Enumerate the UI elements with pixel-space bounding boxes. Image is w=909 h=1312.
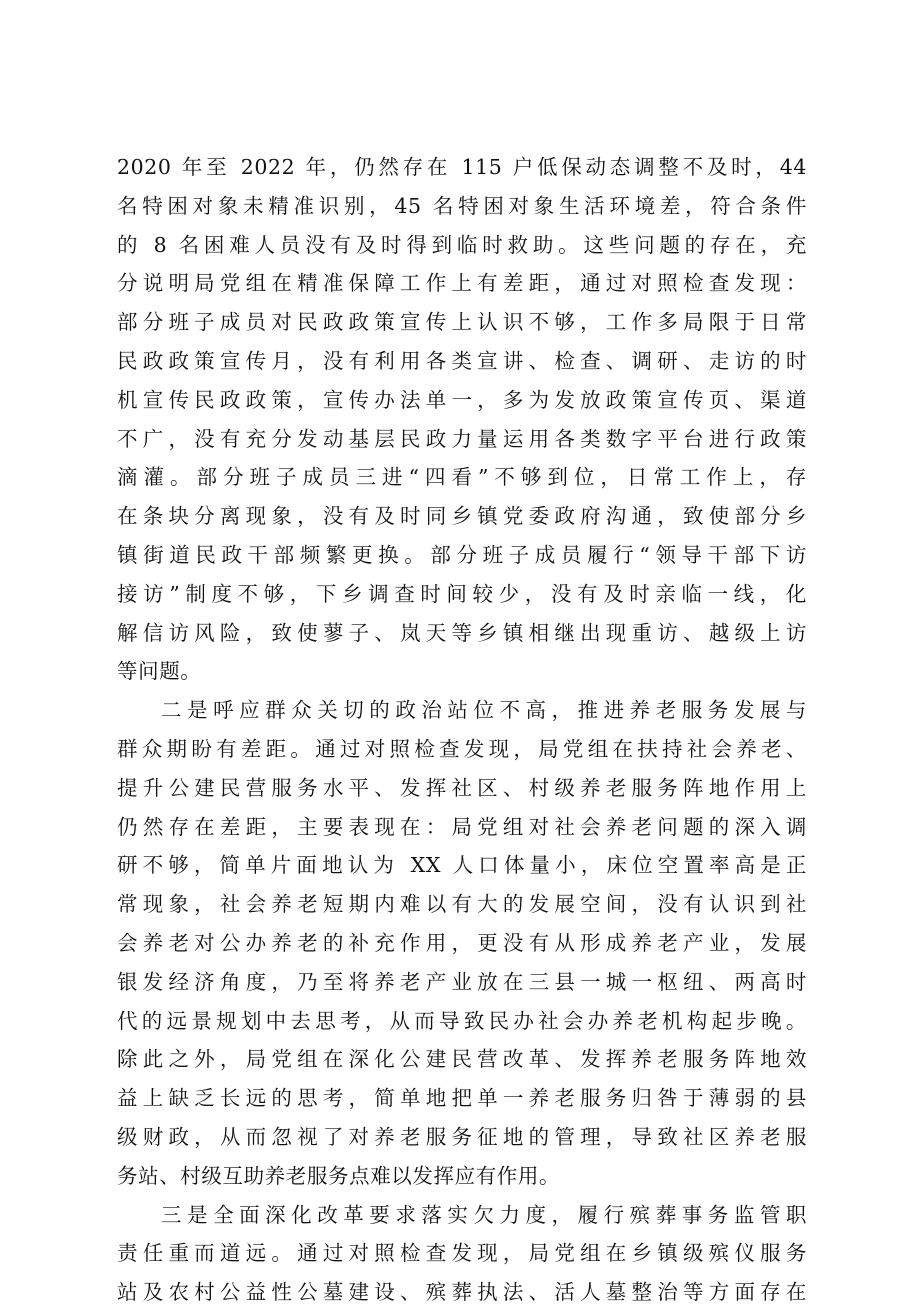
text-line: 滴灌。部分班子成员三进“四看”不够到位，日常工作上，存 bbox=[117, 465, 807, 490]
paragraph-1 bbox=[117, 148, 807, 691]
text-line: 民政政策宣传月，没有利用各类宣讲、检查、调研、走访的时 bbox=[117, 348, 807, 373]
text-line: 责任重而道远。通过对照检查发现，局党组在乡镇级殡仪服务 bbox=[117, 1241, 807, 1266]
text-line: 三是全面深化改革要求落实欠力度，履行殡葬事务监管职 bbox=[161, 1202, 807, 1227]
text-line: 常现象，社会养老短期内难以有大的发展空间，没有认识到社 bbox=[117, 892, 807, 917]
text-line: 在条块分离现象，没有及时同乡镇党委政府沟通，致使部分乡 bbox=[117, 504, 807, 529]
text-line: 级财政，从而忽视了对养老服务征地的管理，导致社区养老服 bbox=[117, 1124, 807, 1149]
text-line: 解信访风险，致使蓼子、岚天等乡镇相继出现重访、越级上访 bbox=[117, 620, 807, 645]
text-line: 接访”制度不够，下乡调查时间较少，没有及时亲临一线，化 bbox=[117, 581, 807, 606]
paragraph-3 bbox=[117, 1196, 807, 1312]
body-text bbox=[117, 148, 807, 1312]
text-line: 务站、村级互助养老服务点难以发挥应有作用。 bbox=[117, 1163, 561, 1188]
text-line: 不广，没有充分发动基层民政力量运用各类数字平台进行政策 bbox=[117, 426, 807, 451]
text-line: 机宣传民政政策，宣传办法单一，多为发放政策宣传页、渠道 bbox=[117, 387, 807, 412]
text-line: 代的远景规划中去思考，从而导致民办社会办养老机构起步晚。 bbox=[117, 1008, 807, 1033]
paragraph-2 bbox=[117, 691, 807, 1195]
text-line: 会养老对公办养老的补充作用，更没有从形成养老产业，发展 bbox=[117, 930, 807, 955]
text-line: 分说明局党组在精准保障工作上有差距，通过对照检查发现： bbox=[117, 271, 807, 296]
text-line: 研不够，简单片面地认为 XX 人口体量小，床位空置率高是正 bbox=[117, 853, 807, 878]
text-line: 的 8 名困难人员没有及时得到临时救助。这些问题的存在，充 bbox=[117, 232, 807, 257]
text-line: 2020 年至 2022 年，仍然存在 115 户低保动态调整不及时，44 bbox=[117, 155, 807, 179]
text-line: 益上缺乏长远的思考，简单地把单一养老服务归咎于薄弱的县 bbox=[117, 1086, 807, 1111]
text-line: 银发经济角度，乃至将养老产业放在三县一城一枢纽、两高时 bbox=[117, 969, 807, 994]
text-line: 除此之外，局党组在深化公建民营改革、发挥养老服务阵地效 bbox=[117, 1047, 807, 1072]
text-line: 仍然存在差距，主要表现在：局党组对社会养老问题的深入调 bbox=[117, 814, 807, 839]
text-line: 镇街道民政干部频繁更换。部分班子成员履行“领导干部下访 bbox=[117, 542, 807, 567]
text-line: 部分班子成员对民政政策宣传上认识不够，工作多局限于日常 bbox=[117, 310, 807, 335]
text-line: 群众期盼有差距。通过对照检查发现，局党组在扶持社会养老、 bbox=[117, 736, 807, 761]
text-line: 站及农村公益性公墓建设、殡葬执法、活人墓整治等方面存在 bbox=[117, 1280, 807, 1305]
text-line: 二是呼应群众关切的政治站位不高，推进养老服务发展与 bbox=[161, 698, 807, 723]
text-line: 提升公建民营服务水平、发挥社区、村级养老服务阵地作用上 bbox=[117, 775, 807, 800]
text-line: 等问题。 bbox=[117, 659, 202, 684]
text-line: 名特困对象未精准识别，45 名特困对象生活环境差，符合条件 bbox=[117, 193, 807, 218]
